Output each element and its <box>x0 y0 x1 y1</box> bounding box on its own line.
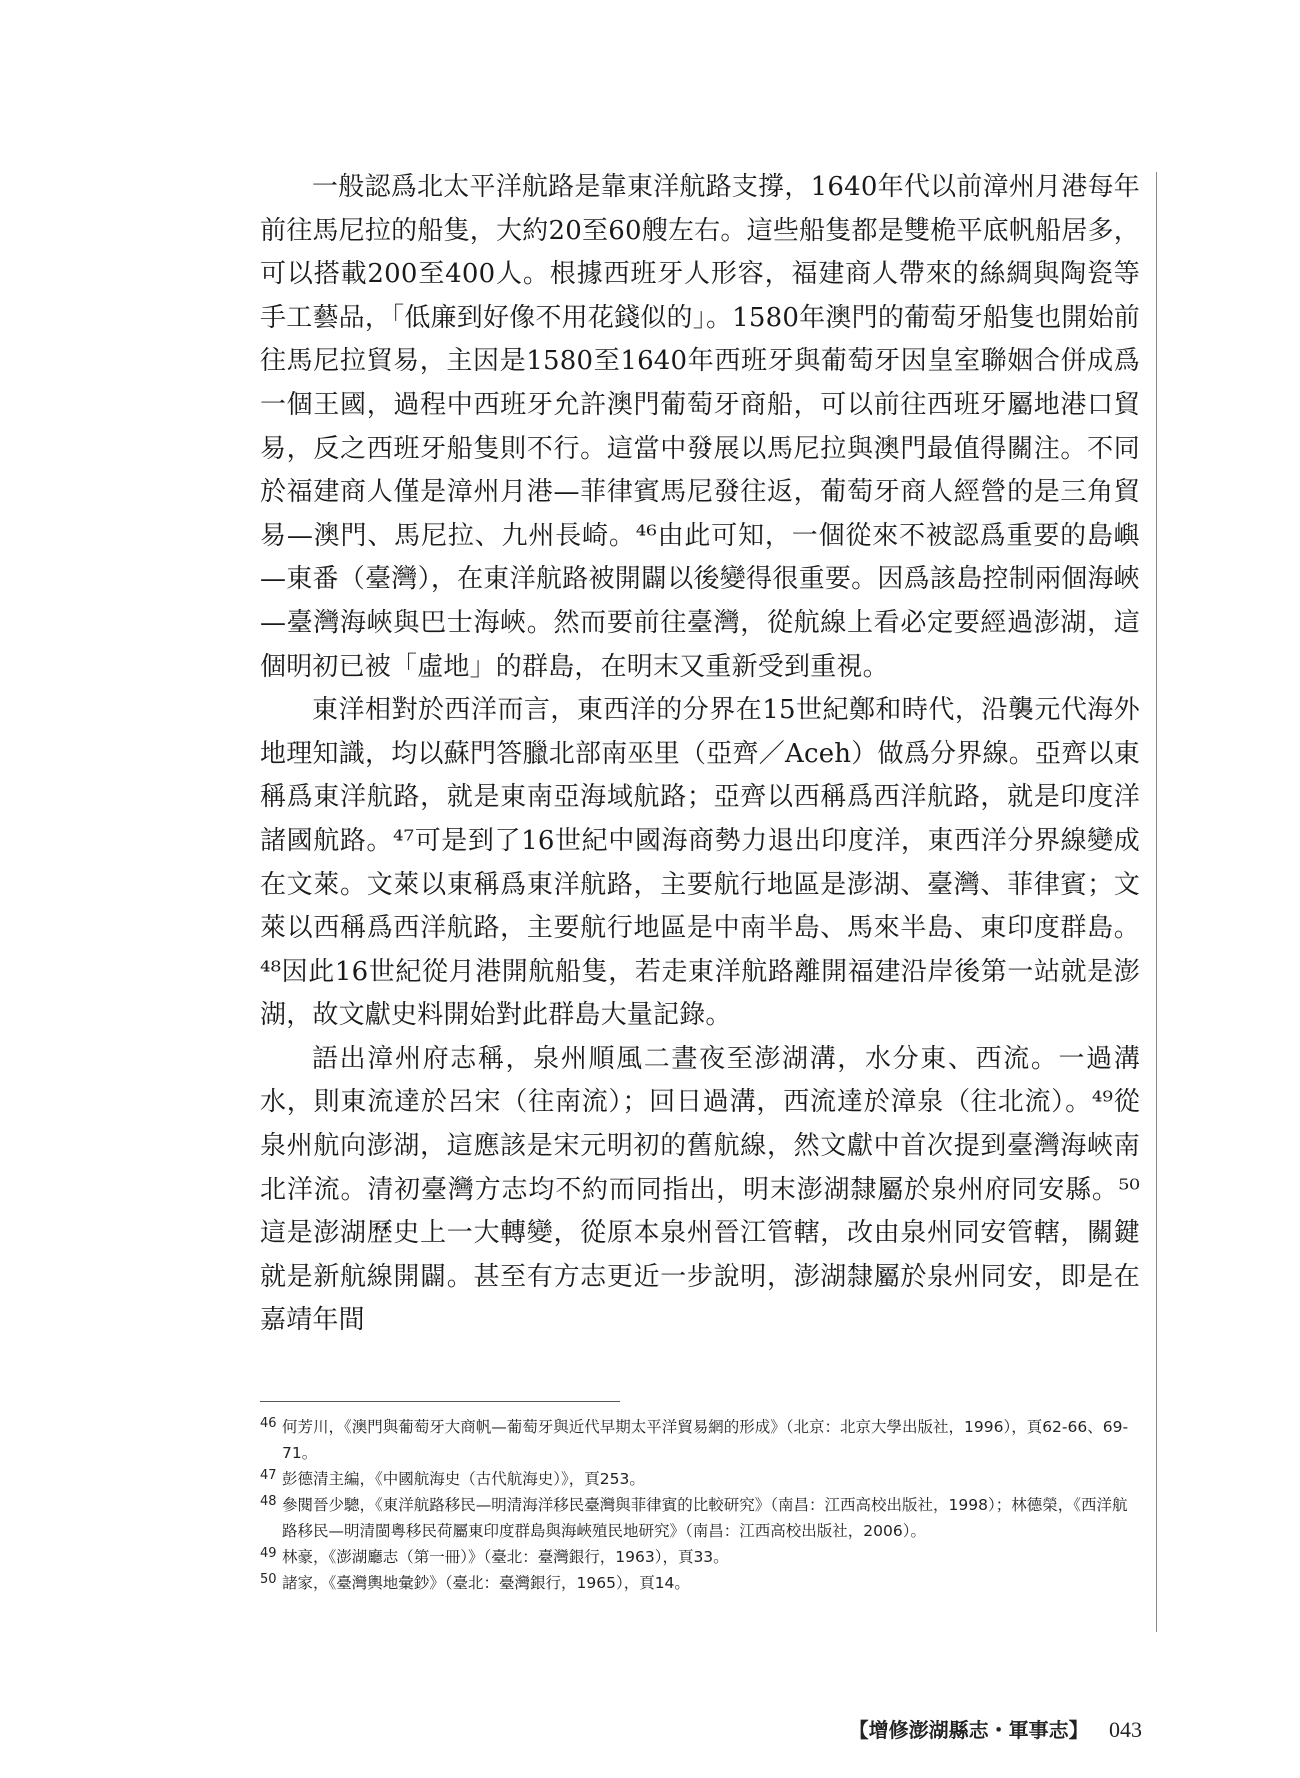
footnote <box>260 1570 1140 1596</box>
page-number: 043 <box>1109 1717 1142 1742</box>
main-text <box>260 166 1140 1343</box>
footnote-text: 何芳川，《澳門與葡萄牙大商帆—葡萄牙與近代早期太平洋貿易網的形成》（北京：北京大學出版社，1996），頁62-66、69-71。 <box>282 1418 1129 1462</box>
footnote-text: 參閱晉少驄，《東洋航路移民—明清海洋移民臺灣與菲律賓的比較研究》（南昌：江西高校出版社，1998）；林德榮，《西洋航路移民—明清閩粵移民荷屬東印度群島與海峽殖民地研究》（南昌：江西高校出版社，2006）。 <box>282 1496 1128 1540</box>
paragraph: 一般認爲北太平洋航路是靠東洋航路支撐，1640年代以前漳州月港每年前往馬尼拉的船隻，大約20至60艘左右。這些船隻都是雙桅平底帆船居多，可以搭載200至400人。根據西班牙人形容，福建商人帶來的絲綢與陶瓷等手工藝品，「低廉到好像不用花錢似的」。1580年澳門的葡萄牙船隻也開始前往馬尼拉貿易，主因是1580至1640年西班牙與葡萄牙因皇室聯姻合併成爲一個王國，過程中西班牙允許澳門葡萄牙商船，可以前往西班牙屬地港口貿易，反之西班牙船隻則不行。這當中發展以馬尼拉與澳門最值得關注。不同於福建商人僅是漳州月港—菲律賓馬尼發往返，葡萄牙商人經營的是三角貿易—澳門、馬尼拉、九州長崎。⁴⁶由此可知，一個從來不被認爲重要的島嶼—東番（臺灣），在東洋航路被開闢以後變得很重要。因爲該島控制兩個海峽—臺灣海峽與巴士海峽。然而要前往臺灣，從航線上看必定要經過澎湖，這個明初已被「虛地」的群島，在明末又重新受到重視。 <box>260 172 1140 682</box>
book-title: 【增修澎湖縣志・軍事志】 <box>848 1718 1089 1742</box>
footnote-text: 彭德清主編，《中國航海史（古代航海史）》，頁253。 <box>282 1470 645 1488</box>
footnote-number: 49 <box>260 1546 277 1561</box>
paragraph: 語出漳州府志稱，泉州順風二晝夜至澎湖溝，水分東、西流。一過溝水，則東流達於呂宋（往南流）；回日過溝，西流達於漳泉（往北流）。⁴⁹從泉州航向澎湖，這應該是宋元明初的舊航線，然文獻中首次提到臺灣海峽南北洋流。清初臺灣方志均不約而同指出，明末澎湖隸屬於泉州府同安縣。⁵⁰這是澎湖歷史上一大轉變，從原本泉州晉江管轄，改由泉州同安管轄，關鍵就是新航線開闢。甚至有方志更近一步說明，澎湖隸屬於泉州同安，即是在嘉靖年間 <box>260 1043 1140 1336</box>
paragraph: 東洋相對於西洋而言，東西洋的分界在15世紀鄭和時代，沿襲元代海外地理知識，均以蘇門答臘北部南巫里（亞齊／Aceh）做爲分界線。亞齊以東稱爲東洋航路，就是東南亞海域航路；亞齊以西稱爲西洋航路，就是印度洋諸國航路。⁴⁷可是到了16世紀中國海商勢力退出印度洋，東西洋分界線變成在文萊。文萊以東稱爲東洋航路，主要航行地區是澎湖、臺灣、菲律賓；文萊以西稱爲西洋航路，主要航行地區是中南半島、馬來半島、東印度群島。⁴⁸因此16世紀從月港開航船隻，若走東洋航路離開福建沿岸後第一站就是澎湖，故文獻史料開始對此群島大量記錄。 <box>260 695 1140 1031</box>
footnote <box>260 1466 1140 1492</box>
footnote-text: 諸家，《臺灣輿地彙鈔》（臺北：臺灣銀行，1965），頁14。 <box>282 1574 690 1592</box>
margin-rule <box>1156 172 1157 1632</box>
footnote-number: 50 <box>260 1572 277 1587</box>
footnotes <box>260 1414 1140 1596</box>
running-footer <box>849 1714 1142 1743</box>
footnote-number: 48 <box>260 1494 277 1509</box>
footnote-number: 46 <box>260 1416 277 1431</box>
footnote <box>260 1492 1140 1544</box>
footnote <box>260 1544 1140 1570</box>
footnote-divider <box>260 1401 620 1402</box>
footnote <box>260 1414 1140 1466</box>
footnote-text: 林豪，《澎湖廳志（第一冊）》（臺北：臺灣銀行，1963），頁33。 <box>282 1548 729 1566</box>
footnote-number: 47 <box>260 1468 277 1483</box>
